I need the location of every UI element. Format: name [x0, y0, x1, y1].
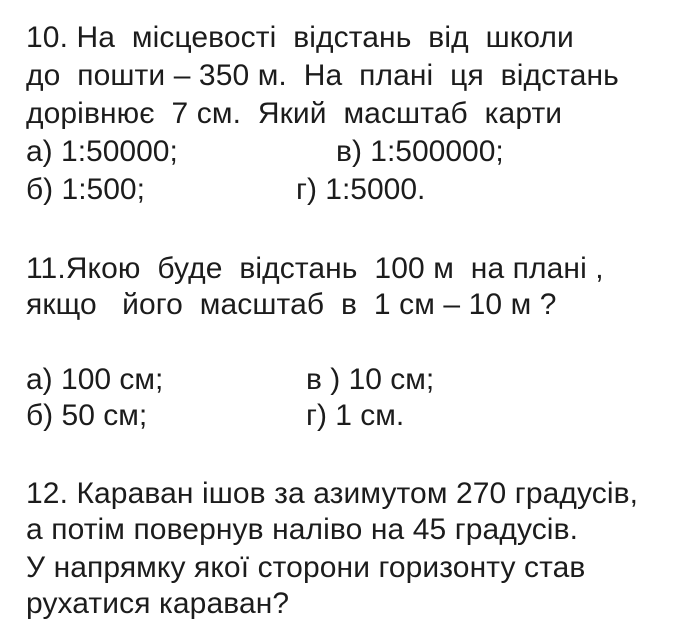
q10-line-2: до пошти – 350 м. На плані ця відстань [26, 59, 619, 92]
q10-option-v: в) 1:500000; [336, 135, 504, 168]
q10-line-1: 10. На місцевості відстань від школи [26, 21, 574, 54]
q12-line-3: У напрямку якої сторони горизонту став [26, 551, 586, 584]
q11-line-1: 11.Якою буде відстань 100 м на плані , [26, 252, 604, 285]
q11-option-g: г) 1 см. [306, 399, 405, 432]
q10-option-g: г) 1:5000. [296, 173, 426, 206]
q11-line-2: якщо його масштаб в 1 см – 10 м ? [26, 288, 557, 321]
q12-line-1: 12. Караван ішов за азимутом 270 градусів, [26, 477, 639, 510]
q10-option-b: б) 1:500; [26, 173, 145, 206]
q11-option-b: б) 50 см; [26, 399, 148, 432]
q10-option-a: а) 1:50000; [26, 135, 178, 168]
q12-line-2: а потім повернув наліво на 45 градусів. [26, 513, 579, 546]
q11-option-a: а) 100 см; [26, 363, 164, 396]
q11-option-v: в ) 10 см; [306, 363, 435, 396]
q12-line-4: рухатися караван? [26, 587, 290, 620]
q10-line-3: дорівнює 7 см. Який масштаб карти [26, 97, 563, 130]
